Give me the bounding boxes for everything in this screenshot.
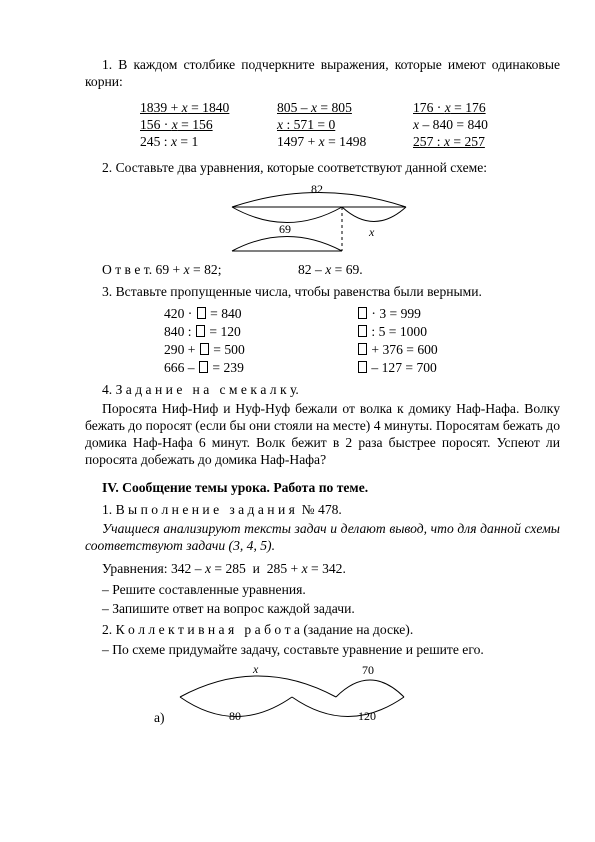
scheme2-label-70: 70 [362, 663, 374, 677]
equality-left-1: 420 · = 840 [164, 306, 242, 321]
equality-right-3: + 376 = 600 [357, 342, 438, 359]
equality-right-2: : 5 = 1000 [357, 324, 427, 341]
section4-title: IV. Сообщение темы урока. Работа по теме. [102, 480, 369, 495]
section4-equations: Уравнения: 342 – x = 285 и 285 + x = 342. [102, 561, 346, 576]
task3-text: 3. Вставьте пропущенные числа, чтобы равенства были верными. [102, 284, 482, 299]
scheme2-label-120: 120 [358, 709, 376, 723]
section4-italic-text: Учащиеся анализируют тексты задач и делают вывод, что для данной схемы соответствуют задачи (3, 4, 5). [85, 521, 560, 553]
section4-item2: 2. К о л л е к т и в н а я р а б о т а (задание на доске). [102, 622, 414, 637]
expression: 805 – x = 805 [277, 100, 352, 115]
task1-text: 1. В каждом столбике подчеркните выражения, которые имеют одинаковые корни: [85, 57, 560, 89]
expression: 156 · x = 156 [140, 117, 213, 132]
section4-item1: 1. В ы п о л н е н и е з а д а н и я № 478. [102, 502, 342, 517]
equality-right-4: – 127 = 700 [357, 360, 437, 377]
scheme2-label-80: 80 [229, 709, 241, 723]
equality-left-2: 840 : = 120 [164, 324, 241, 339]
task4-title: 4. З а д а н и е н а с м е к а л к у. [102, 382, 299, 397]
scheme2-variant-label: а) [154, 710, 165, 725]
scheme2-label-x: x [253, 662, 259, 676]
answer-equation-2: 82 – x = 69. [298, 262, 363, 277]
equality-right-1: · 3 = 999 [357, 306, 421, 323]
arc-top-right [336, 680, 404, 697]
scheme-label-left: 69 [279, 222, 291, 236]
arc-bottom-right [292, 697, 404, 717]
scheme-label-right: x [369, 225, 375, 239]
task4-text: Поросята Ниф-Ниф и Нуф-Нуф бежали от волка к домику Наф-Нафа. Волку бежать до поросят (если бы они стояли на месте) 4 минуты. Поросятам бежать до домика Наф-Нафа 6 минут. Волк бежит в 2 раза быстрее поросят. Успеют ли поросята добежать до домика Наф-Нафа? [85, 401, 560, 467]
expression: x – 840 = 840 [413, 117, 488, 132]
scheme-label-top: 82 [311, 182, 323, 196]
expression: 245 : x = 1 [140, 134, 199, 149]
bullet-answer: – Запишите ответ на вопрос каждой задачи. [102, 601, 355, 616]
expression: 176 · x = 176 [413, 100, 486, 115]
bullet-compose-task: – По схеме придумайте задачу, составьте уравнение и решите его. [102, 642, 484, 657]
answer-equation-1: 69 + x = 82; [155, 262, 222, 277]
equality-left-3: 290 + = 500 [164, 342, 245, 357]
expression: 1497 + x = 1498 [277, 134, 367, 149]
answer-label: О т в е т. [102, 262, 153, 277]
task2-text: 2. Составьте два уравнения, которые соответствуют данной схеме: [102, 160, 488, 175]
arc-top-left [180, 676, 336, 697]
expression: 1839 + x = 1840 [140, 100, 230, 115]
equality-left-4: 666 – = 239 [164, 360, 244, 375]
bullet-solve: – Решите составленные уравнения. [102, 582, 306, 597]
expression: x : 571 = 0 [277, 117, 336, 132]
expression: 257 : x = 257 [413, 134, 485, 149]
